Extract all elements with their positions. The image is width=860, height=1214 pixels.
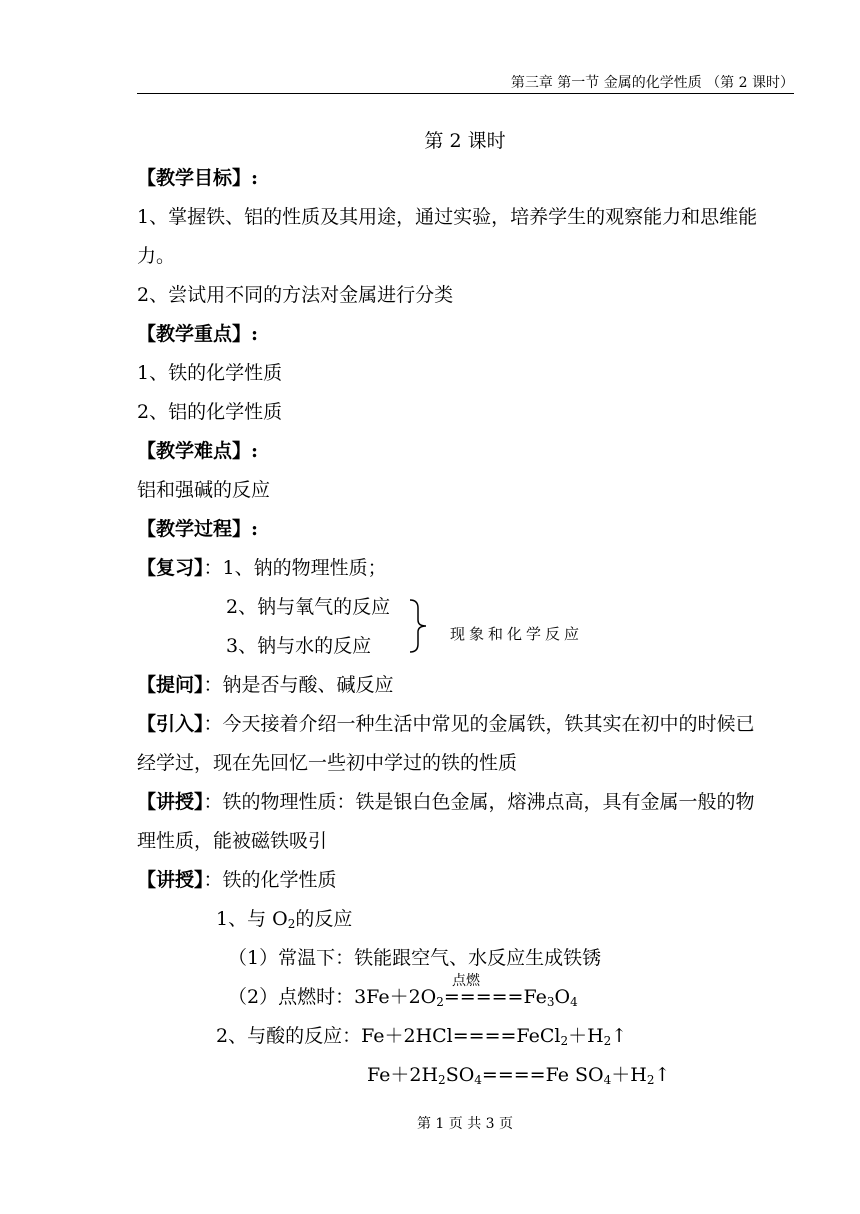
ignite-prefix: （2）点燃时：3Fe＋2O — [228, 986, 437, 1008]
acid2-sub-4: 2 — [646, 1073, 655, 1087]
reaction-o2-suffix: 的反应 — [295, 908, 353, 930]
acid2-sub-2: 4 — [474, 1073, 482, 1087]
gas-arrow-icon: ↑ — [611, 1025, 628, 1047]
acid-mid: ＋H — [568, 1025, 604, 1047]
review-item-3: 3、钠与水的反应 — [226, 635, 372, 657]
reaction-acid-2 — [367, 1062, 670, 1088]
acid-sub-1: 2 — [560, 1034, 569, 1048]
brace-note: 现象和化学反应 — [450, 625, 584, 643]
page-header: 第三章 第一节 金属的化学性质 （第 2 课时） — [510, 75, 794, 91]
right-brace-icon — [404, 598, 434, 654]
review-item-1: ：1、钠的物理性质； — [203, 557, 387, 579]
review-line-1 — [137, 555, 387, 581]
ignite-sub-3: 4 — [570, 995, 578, 1009]
intro-line-2: 经学过，现在先回忆一些初中学过的铁的性质 — [137, 752, 518, 774]
lecture-2-line — [137, 867, 337, 893]
question-label: 【提问】 — [137, 674, 204, 696]
reaction-o2-prefix: 1、与 O — [216, 908, 288, 930]
review-label: 【复习】 — [137, 557, 204, 579]
key-points-heading: 【教学重点】: — [137, 323, 259, 345]
acid2-mid-2: ====Fe SO — [481, 1064, 604, 1086]
objective-item-1-line-2: 力。 — [137, 245, 176, 267]
lecture-2-text: ：铁的化学性质 — [203, 869, 337, 891]
difficulty-item-1: 铝和强碱的反应 — [137, 479, 271, 501]
acid2-mid: SO — [445, 1064, 475, 1086]
key-point-item-2: 2、铝的化学性质 — [137, 401, 283, 423]
question-text: ：钠是否与酸、碱反应 — [203, 674, 394, 696]
reaction-o2-sub: 2 — [287, 917, 296, 931]
review-item-2: 2、钠与氧气的反应 — [226, 596, 391, 618]
key-point-item-1: 1、铁的化学性质 — [137, 362, 283, 384]
lecture-1-line-2: 理性质，能被磁铁吸引 — [137, 830, 328, 852]
difficulty-heading: 【教学难点】: — [137, 440, 259, 462]
objective-item-2: 2、尝试用不同的方法对金属进行分类 — [137, 284, 454, 306]
intro-text-1: ：今天接着介绍一种生活中常见的金属铁，铁其实在初中的时候已 — [203, 713, 755, 735]
page-footer: 第 1 页 共 3 页 — [416, 1116, 514, 1132]
reaction-normal-temp: （1）常温下：铁能跟空气、水反应生成铁锈 — [228, 947, 602, 969]
acid2-prefix: Fe＋2H — [367, 1064, 439, 1086]
lecture-1-text-1: ：铁的物理性质：铁是银白色金属，熔沸点高，具有金属一般的物 — [203, 791, 755, 813]
ignite-mid-2: O — [554, 986, 571, 1008]
acid-sub-2: 2 — [603, 1034, 612, 1048]
ignite-condition: 点燃 — [452, 973, 480, 989]
acid-prefix: 2、与酸的反应：Fe＋2HCl====FeCl — [216, 1025, 561, 1047]
objectives-heading: 【教学目标】: — [137, 167, 259, 189]
ignite-mid: =====Fe — [443, 986, 547, 1008]
acid2-sub-3: 4 — [603, 1073, 612, 1087]
reaction-acid-1 — [216, 1023, 627, 1049]
reaction-o2-heading — [216, 906, 352, 932]
ignite-sub-2: 3 — [546, 995, 555, 1009]
process-heading: 【教学过程】: — [137, 518, 259, 540]
gas-arrow-icon: ↑ — [654, 1064, 671, 1086]
ignite-sub-1: 2 — [436, 995, 444, 1009]
lecture-1-line-1 — [137, 789, 755, 815]
question-line — [137, 672, 394, 698]
intro-line-1 — [137, 711, 755, 737]
objective-item-1-line-1: 1、掌握铁、铝的性质及其用途，通过实验，培养学生的观察能力和思维能 — [137, 206, 758, 228]
acid2-mid-3: ＋H — [611, 1064, 647, 1086]
lecture-2-label: 【讲授】 — [137, 869, 204, 891]
intro-label: 【引入】 — [137, 713, 204, 735]
header-rule — [137, 93, 794, 94]
reaction-ignite — [228, 984, 578, 1010]
acid2-sub-1: 2 — [438, 1073, 446, 1087]
lecture-1-label: 【讲授】 — [137, 791, 204, 813]
lesson-title: 第 2 课时 — [424, 130, 506, 152]
